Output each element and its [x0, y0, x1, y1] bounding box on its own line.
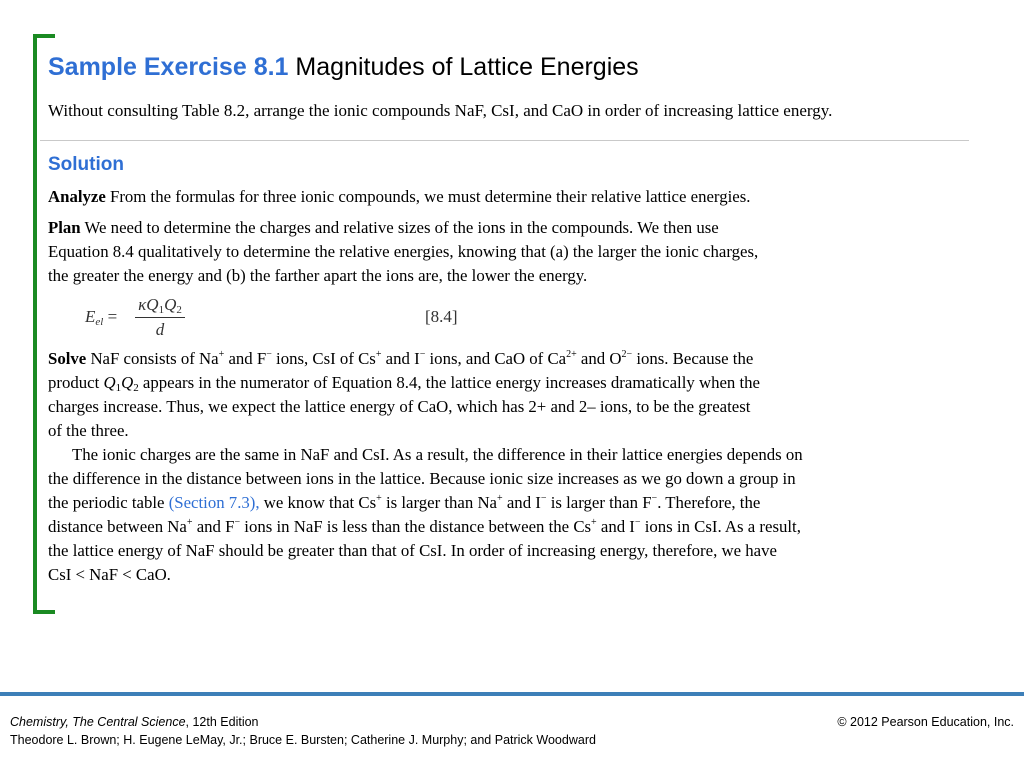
analyze-paragraph [48, 185, 750, 209]
equation-numerator [135, 294, 185, 316]
equation-denominator: d [155, 320, 165, 339]
analyze-text: From the formulas for three ionic compounds, we must determine their relative lattice energies. [110, 187, 751, 206]
title-text: Magnitudes of Lattice Energies [295, 53, 639, 81]
eq-q2: Q [164, 295, 177, 314]
q-subscript: 1 [115, 382, 122, 394]
footer-book [10, 715, 259, 729]
footer-edition: , 12th Edition [185, 715, 259, 729]
left-bracket-top [33, 34, 55, 38]
section-link[interactable]: (Section 7.3), [168, 493, 260, 512]
plan-label: Plan [48, 218, 81, 237]
solve-text: distance between Na [48, 517, 187, 536]
solve-line-4: of the three. [48, 421, 129, 440]
charge-sup: + [591, 517, 597, 528]
eq-q1: Q [146, 295, 159, 314]
solve-line-3: charges increase. Thus, we expect the lattice energy of CaO, which has 2+ and 2– ions, to be the greatest [48, 397, 751, 416]
divider [40, 140, 969, 141]
charge-sup: + [497, 493, 503, 504]
footer-rule [0, 692, 1024, 696]
charge-sup: 2+ [566, 349, 577, 360]
charge-sup: + [375, 349, 382, 360]
eq-q1-sub: 1 [158, 304, 165, 316]
solve-text: and F [192, 517, 235, 536]
q-symbol: Q [103, 373, 116, 392]
solve-paragraph [48, 347, 803, 587]
footer-authors: Theodore L. Brown; H. Eugene LeMay, Jr.; Bruce E. Bursten; Catherine J. Murphy; and Patrick Woodward [10, 733, 596, 747]
solve-p2-line-4 [48, 515, 803, 539]
eq-e-symbol: E [85, 307, 96, 326]
solve-text: ions, CsI of Cs [271, 349, 376, 368]
solve-text: and I [502, 493, 541, 512]
eq-q2-sub: 2 [176, 304, 182, 316]
solve-text: ions in NaF is less than the distance between the Cs [240, 517, 592, 536]
equation-tag: [8.4] [425, 307, 458, 326]
charge-sup: − [634, 517, 641, 528]
charge-sup: − [651, 493, 658, 504]
solve-text: ions, and CaO of Ca [425, 349, 567, 368]
footer-copyright: © 2012 Pearson Education, Inc. [837, 715, 1014, 729]
solve-text: the periodic table [48, 493, 169, 512]
solve-text: is larger than F [546, 493, 652, 512]
plan-line-2: Equation 8.4 qualitatively to determine the relative energies, knowing that (a) the larger the ionic charges, [48, 242, 759, 261]
eq-e-subscript: el [95, 316, 104, 328]
left-bracket [33, 34, 37, 614]
q-subscript: 2 [133, 382, 139, 394]
plan-line-3: the greater the energy and (b) the farther apart the ions are, the lower the energy. [48, 266, 588, 285]
solve-text: NaF consists of Na [90, 349, 219, 368]
equation-lhs [85, 307, 117, 327]
solve-p2-line-1: The ionic charges are the same in NaF and CsI. As a result, the difference in their lattice energies depends on [72, 445, 803, 464]
solve-p2-line-6: CsI < NaF < CaO. [48, 565, 171, 584]
eq-kappa: κ [138, 295, 147, 314]
plan-line-1-text: We need to determine the charges and relative sizes of the ions in the compounds. We then use [84, 218, 719, 237]
solve-text: and F [224, 349, 267, 368]
charge-sup: − [266, 349, 272, 360]
eq-equals: = [107, 307, 118, 326]
analyze-label: Analyze [48, 187, 106, 206]
solve-text: ions. Because the [632, 349, 754, 368]
page-title [48, 53, 639, 82]
exercise-prompt: Without consulting Table 8.2, arrange the ionic compounds NaF, CsI, and CaO in order of increasing lattice energy. [48, 101, 833, 120]
charge-sup: 2− [621, 349, 633, 360]
charge-sup: + [376, 493, 382, 504]
fraction-bar [135, 317, 185, 318]
solve-text: and I [381, 349, 420, 368]
solve-text: ions in CsI. As a result, [640, 517, 801, 536]
solve-text: and I [596, 517, 635, 536]
solve-line-1 [48, 347, 803, 371]
solve-p2-line-2: the difference in the distance between ions in the lattice. Because ionic size increases as we go down a group in [48, 469, 796, 488]
solve-text: is larger than Na [381, 493, 498, 512]
solve-text: appears in the numerator of Equation 8.4, the lattice energy increases dramatically when the [138, 373, 761, 392]
charge-sup: − [419, 349, 426, 360]
footer-book-title: Chemistry, The Central Science [10, 715, 186, 729]
title-prefix: Sample Exercise 8.1 [48, 53, 289, 81]
solve-p2-line-5: the lattice energy of NaF should be greater than that of CsI. In order of increasing energy, therefore, we have [48, 541, 777, 560]
charge-sup: + [218, 349, 225, 360]
solve-text: we know that Cs [259, 493, 377, 512]
solve-text: product [48, 373, 104, 392]
solve-text: and O [576, 349, 622, 368]
solve-line-2 [48, 371, 803, 395]
plan-line [48, 216, 758, 240]
equation-fraction [135, 294, 185, 341]
q-symbol: Q [121, 373, 134, 392]
charge-sup: + [186, 517, 193, 528]
solve-label: Solve [48, 349, 87, 368]
solve-text: . Therefore, the [657, 493, 761, 512]
left-bracket-bottom [33, 610, 55, 614]
solve-p2-line-3 [48, 491, 803, 515]
charge-sup: − [540, 493, 547, 504]
solution-heading: Solution [48, 154, 124, 175]
plan-paragraph [48, 216, 758, 288]
charge-sup: − [234, 517, 241, 528]
